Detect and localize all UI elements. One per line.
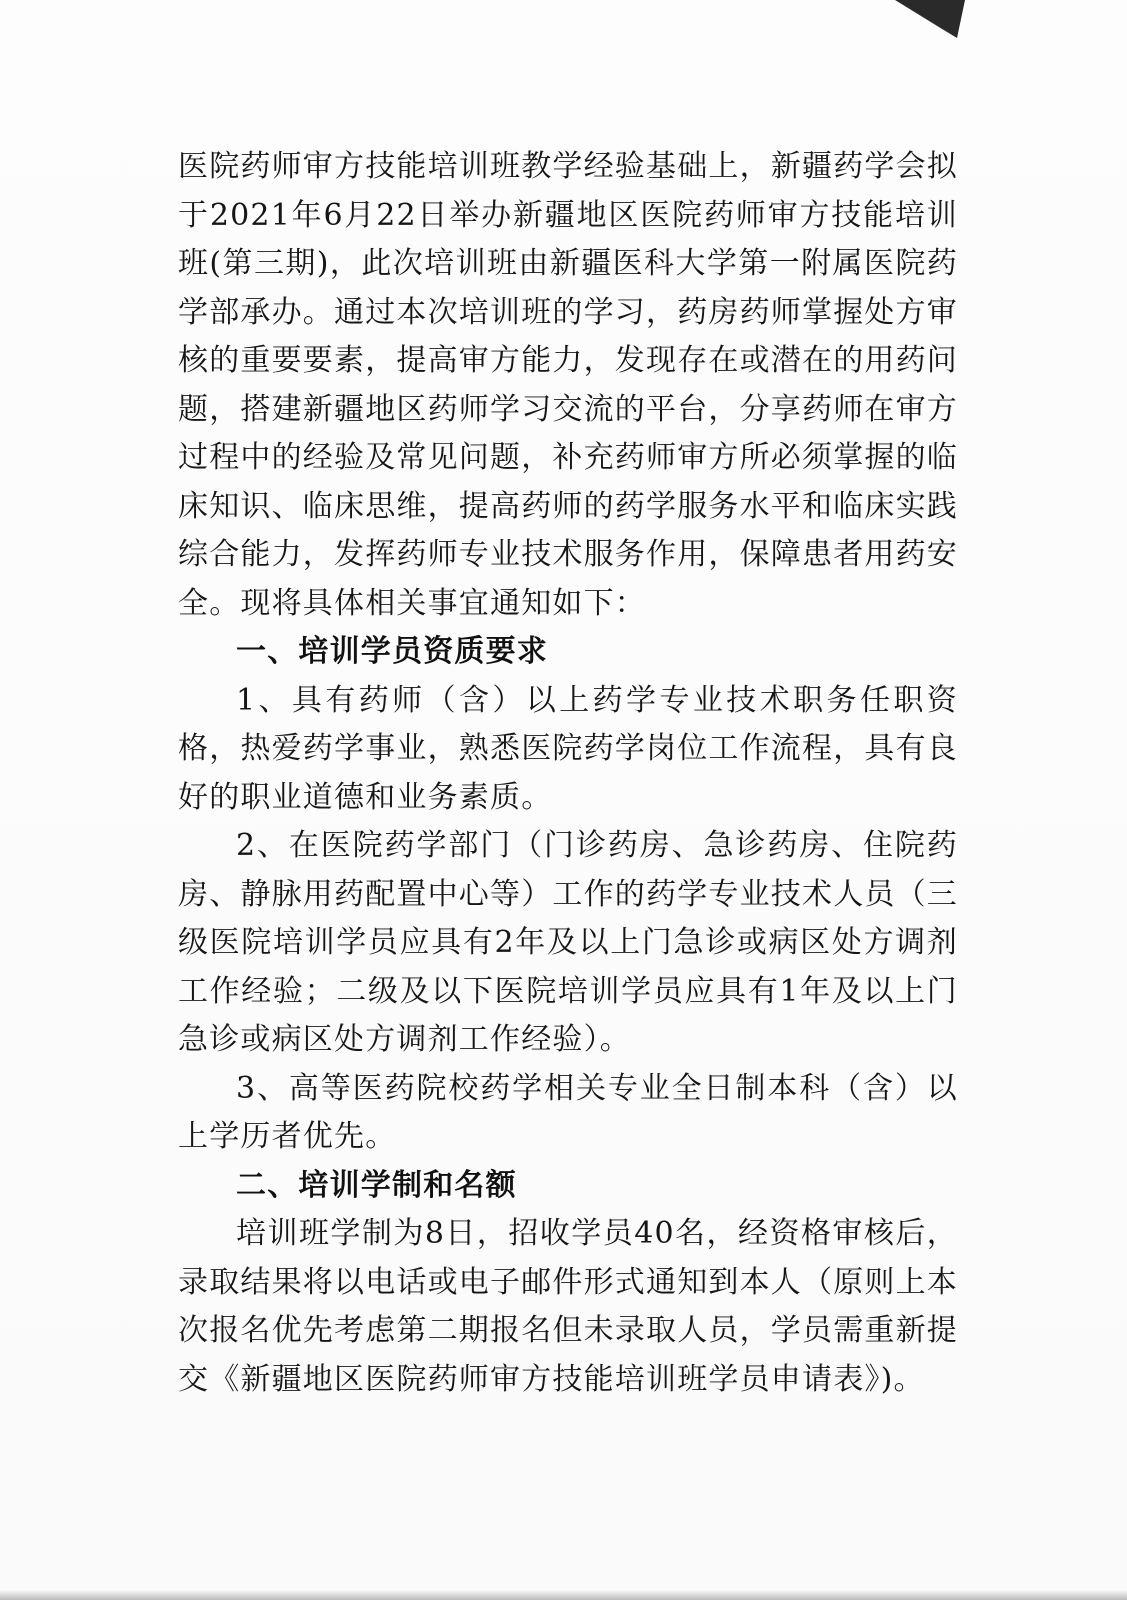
page-corner-fold [895, 0, 965, 38]
intro-paragraph: 医院药师审方技能培训班教学经验基础上，新疆药学会拟于2021年6月22日举办新疆地区医院药师审方技能培训班(第三期)，此次培训班由新疆医科大学第一附属医院药学部承办。通过本次培训班的学习，药房药师掌握处方审核的重要要素，提高审方能力，发现存在或潜在的用药问题，搭建新疆地区药师学习交流的平台，分享药师在审方过程中的经验及常见问题，补充药师审方所必须掌握的临床知识、临床思维，提高药师的药学服务水平和临床实践综合能力，发挥药师专业技术服务作用，保障患者用药安全。现将具体相关事宜通知如下： [178, 149, 958, 621]
section-2-heading: 二、培训学制和名额 [236, 1167, 517, 1203]
section-2-paragraph: 培训班学制为8日，招收学员40名，经资格审核后，录取结果将以电话或电子邮件形式通知到本人（原则上本次报名优先考虑第二期报名但未录取人员，学员需重新提交《新疆地区医院药师审方技能培训班学员申请表》)。 [178, 1216, 958, 1397]
section-1-item-1: 1、具有药师（含）以上药学专业技术职务任职资格，热爱药学事业，熟悉医院药学岗位工作流程，具有良好的职业道德和业务素质。 [178, 682, 958, 815]
section-1-item-2: 2、在医院药学部门（门诊药房、急诊药房、住院药房、静脉用药配置中心等）工作的药学专业技术人员（三级医院培训学员应具有2年及以上门急诊或病区处方调剂工作经验；二级及以下医院培训学员应具有1年及以上门急诊或病区处方调剂工作经验）。 [178, 828, 958, 1057]
document-body [178, 143, 958, 1404]
section-1-item-3: 3、高等医药院校药学相关专业全日制本科（含）以上学历者优先。 [178, 1070, 958, 1154]
scan-bottom-edge [0, 1590, 1127, 1600]
section-1-heading: 一、培训学员资质要求 [236, 634, 548, 669]
